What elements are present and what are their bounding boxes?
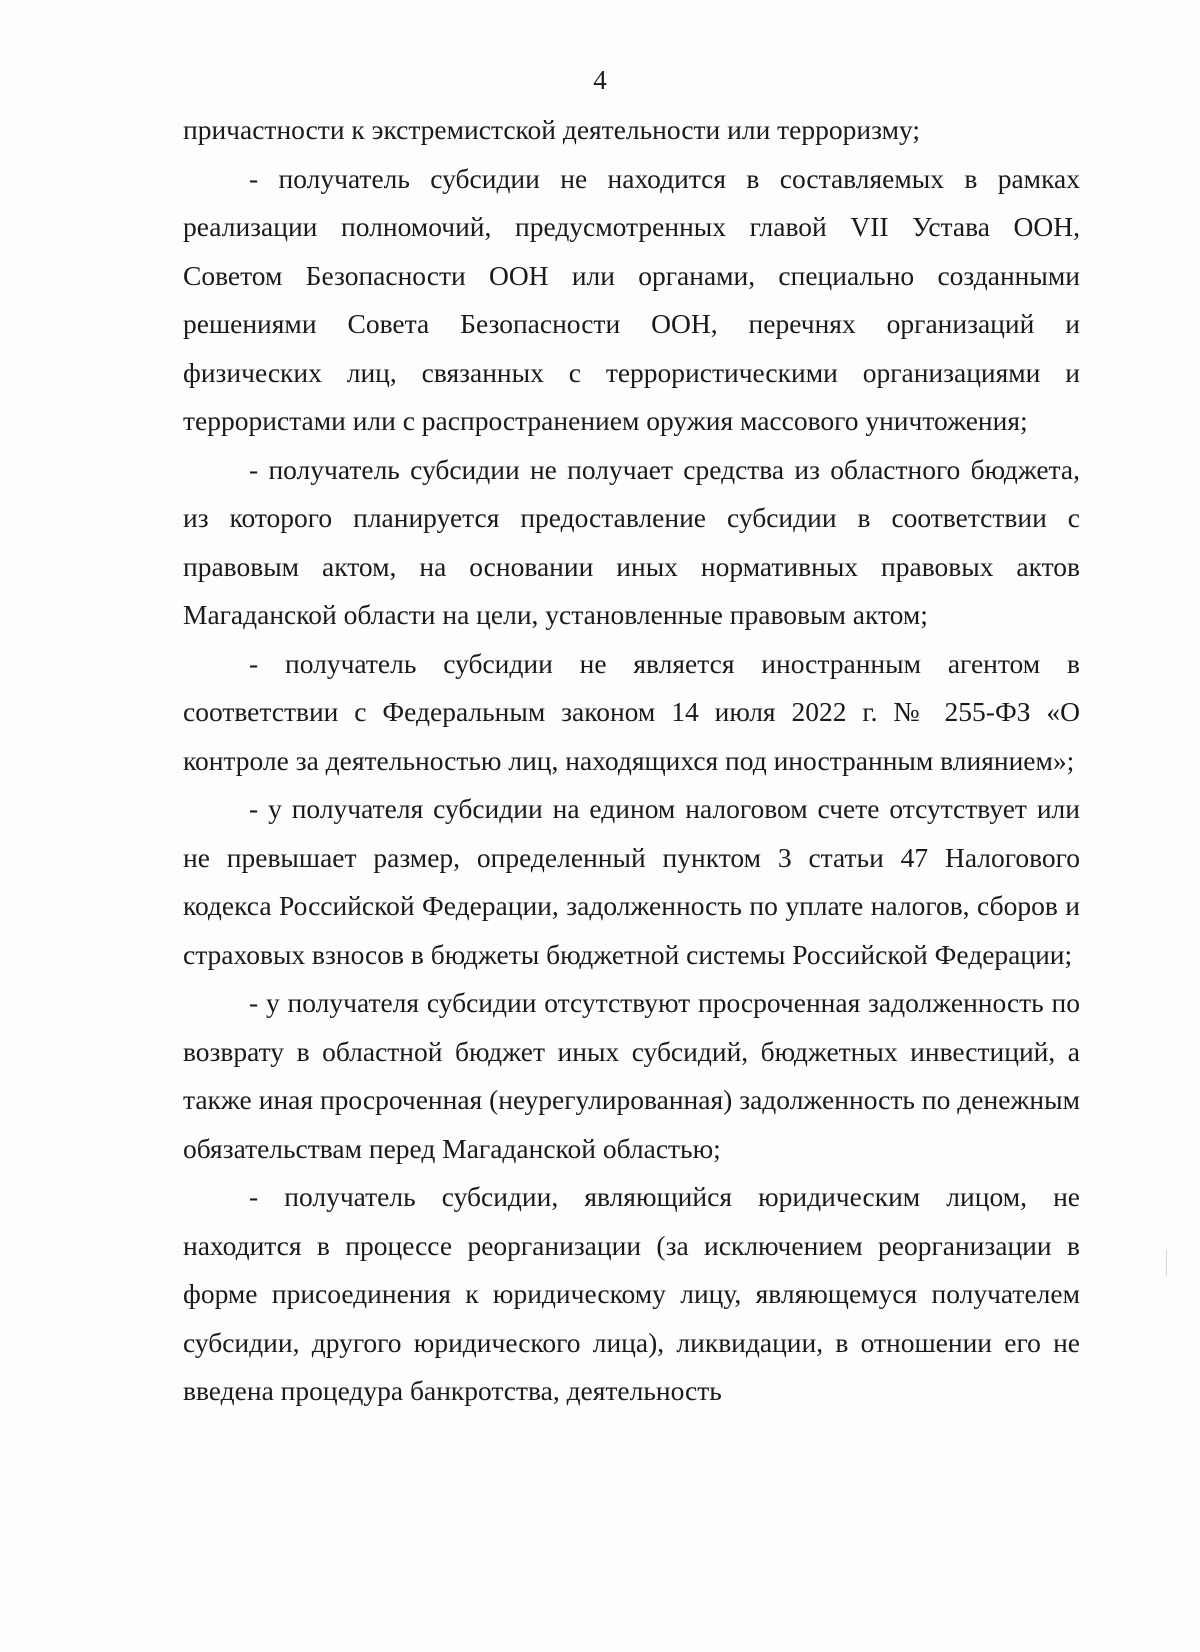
paragraph-un-sanctions-lists: - получатель субсидии не находится в составляемых в рамках реализации полномочий, предусмотренных главой VII Устава ООН, Советом Безопасности ООН или органами, специально созданными решениями Совета Безопасности ООН, перечнях организаций и физических лиц, связанных с террористическими организациями и террористами или с распространением оружия массового уничтожения;	[183, 162, 1080, 436]
page-number: 4	[593, 65, 607, 95]
paragraph-overdue-debt: - у получателя субсидии отсутствуют просроченная задолженность по возврату в областной бюджет иных субсидий, бюджетных инвестиций, а также иная просроченная (неурегулированная) задолженность по денежным обязательствам перед Магаданской областью;	[183, 987, 1080, 1164]
paragraph-not-foreign-agent: - получатель субсидии не является иностранным агентом в соответствии с Федеральным законом 14 июля 2022 г. № 255-ФЗ «О контроле за деятельностью лиц, находящихся под иностранным влиянием»;	[183, 647, 1080, 776]
paragraph-no-regional-budget-funds: - получатель субсидии не получает средства из областного бюджета, из которого планируется предоставление субсидии в соответствии с правовым актом, на основании иных нормативных правовых актов Магаданской области на цели, установленные правовым актом;	[183, 453, 1080, 630]
paragraph-tax-debt: - у получателя субсидии на едином налоговом счете отсутствует или не превышает размер, определенный пунктом 3 статьи 47 Налогового кодекса Российской Федерации, задолженность по уплате налогов, сборов и страховых взносов в бюджеты бюджетной системы Российской Федерации;	[183, 793, 1080, 970]
paragraph-continued: причастности к экстремистской деятельности или терроризму;	[183, 114, 921, 145]
document-body	[183, 106, 1080, 1416]
paragraph-no-reorganization: - получатель субсидии, являющийся юридическим лицом, не находится в процессе реорганизации (за исключением реорганизации в форме присоединения к юридическому лицу, являющемуся получателем субсидии, другого юридического лица), ликвидации, в отношении его не введена процедура банкротства, деятельность	[183, 1181, 1080, 1406]
scan-margin-mark	[1166, 1250, 1167, 1276]
